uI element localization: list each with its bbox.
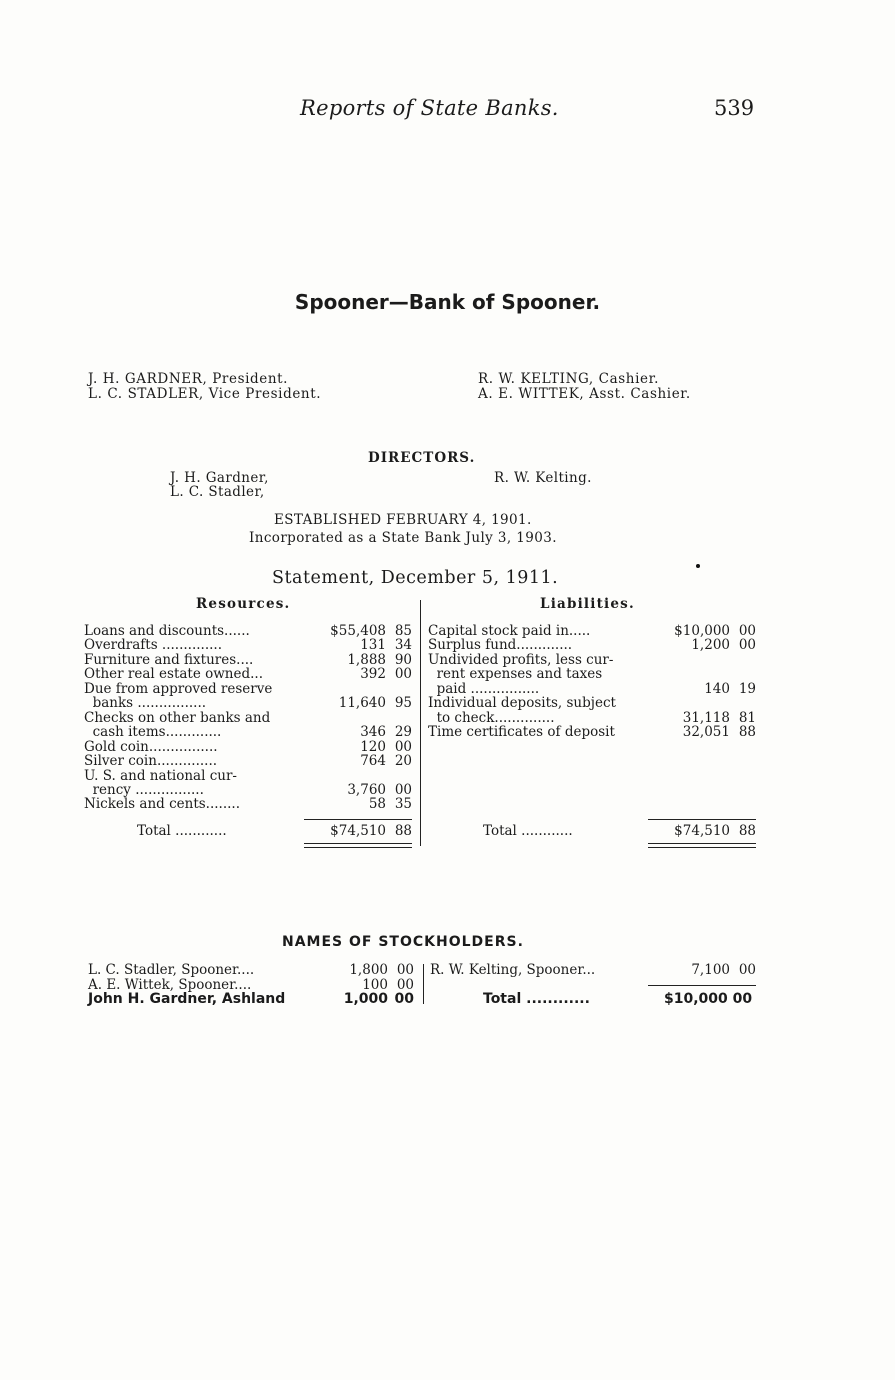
row-cents: 34 <box>394 637 412 654</box>
stockholder-dollars: 7,100 <box>691 962 730 978</box>
row-cents: 19 <box>738 680 756 697</box>
row-cents: 20 <box>394 753 412 770</box>
row-label: Other real estate owned... <box>84 666 264 683</box>
liabilities-heading: Liabilities. <box>540 596 635 612</box>
row-label: cash items............. <box>84 724 222 741</box>
row-dollars: 1,888 <box>347 651 386 668</box>
row-label: Gold coin................ <box>84 738 218 755</box>
officer-president: J. H. GARDNER, President. <box>88 371 289 387</box>
row-dollars: 140 <box>704 680 730 697</box>
row-label: Capital stock paid in..... <box>428 623 591 639</box>
stockholders-heading: NAMES OF STOCKHOLDERS. <box>282 934 524 950</box>
total-rule <box>648 985 756 986</box>
row-label: to check.............. <box>428 709 555 726</box>
row-label: Individual deposits, subject <box>428 695 616 712</box>
director-name: J. H. Gardner, <box>170 470 269 486</box>
row-dollars: 3,760 <box>347 781 386 798</box>
row-label: Nickels and cents........ <box>84 796 241 813</box>
stockholders-divider <box>423 964 424 1004</box>
stockholder-cents: 00 <box>738 962 756 978</box>
incorporated-line: Incorporated as a State Bank July 3, 1903. <box>249 530 557 546</box>
resources-total-dollars: $74,510 <box>330 823 386 839</box>
stockholder-cents: 00 <box>396 962 414 978</box>
officer-asst-cashier: A. E. WITTEK, Asst. Cashier. <box>478 386 691 402</box>
double-rule <box>648 847 756 848</box>
row-label: paid ................ <box>428 680 540 697</box>
row-cents: 85 <box>394 623 412 639</box>
liabilities-total-label: Total ............ <box>483 823 573 839</box>
row-dollars: $10,000 <box>674 623 730 639</box>
stockholder-name: John H. Gardner, Ashland <box>88 991 286 1007</box>
resources-total-label: Total ............ <box>137 823 227 839</box>
bank-title: Spooner—Bank of Spooner. <box>294 290 601 314</box>
resources-total-cents: 88 <box>394 823 412 839</box>
directors-heading: DIRECTORS. <box>368 450 476 466</box>
stockholder-cents: 00 <box>394 991 414 1007</box>
row-cents: 00 <box>394 781 412 798</box>
total-rule <box>304 819 412 820</box>
row-dollars: 58 <box>368 796 386 813</box>
row-label: banks ................ <box>84 695 207 712</box>
stockholder-dollars: 100 <box>362 977 388 993</box>
stockholder-dollars: 1,800 <box>349 962 388 978</box>
stockholder-name: L. C. Stadler, Spooner.... <box>88 962 255 978</box>
officer-cashier: R. W. KELTING, Cashier. <box>478 371 660 387</box>
row-label: rency ................ <box>84 781 204 798</box>
resources-heading: Resources. <box>196 596 291 612</box>
row-dollars: 11,640 <box>338 695 386 712</box>
row-label: rent expenses and taxes <box>428 666 603 683</box>
running-title: Reports of State Banks. <box>300 96 559 120</box>
stockholder-dollars: 1,000 <box>343 991 388 1007</box>
row-cents: 00 <box>394 666 412 683</box>
double-rule <box>304 847 412 848</box>
row-label: U. S. and national cur- <box>84 767 237 784</box>
row-dollars: 31,118 <box>682 709 730 726</box>
stockholder-name: R. W. Kelting, Spooner... <box>430 962 596 978</box>
stockholders-total-label: Total ............ <box>483 991 590 1007</box>
row-dollars: $55,408 <box>330 623 386 639</box>
row-dollars: 120 <box>360 738 386 755</box>
row-cents: 00 <box>738 623 756 639</box>
row-cents: 29 <box>394 724 412 741</box>
liabilities-total-dollars: $74,510 <box>674 823 730 839</box>
row-label: Undivided profits, less cur- <box>428 651 614 668</box>
double-rule <box>304 843 412 844</box>
row-cents: 90 <box>394 651 412 668</box>
director-name: L. C. Stadler, <box>170 484 265 500</box>
row-label: Checks on other banks and <box>84 709 271 726</box>
row-label: Furniture and fixtures.... <box>84 651 254 668</box>
column-divider <box>420 600 421 846</box>
row-cents: 35 <box>394 796 412 813</box>
row-cents: 00 <box>394 738 412 755</box>
stockholder-cents: 00 <box>396 977 414 993</box>
row-cents: 00 <box>738 637 756 654</box>
row-dollars: 131 <box>360 637 386 654</box>
print-speck <box>696 564 700 568</box>
row-dollars: 764 <box>360 753 386 770</box>
officer-vice-president: L. C. STADLER, Vice President. <box>88 386 322 402</box>
stockholder-name: A. E. Wittek, Spooner.... <box>88 977 252 993</box>
established-line: ESTABLISHED FEBRUARY 4, 1901. <box>274 512 532 528</box>
row-cents: 81 <box>738 709 756 726</box>
stockholders-total-value: $10,000 00 <box>664 991 753 1007</box>
row-dollars: 32,051 <box>682 724 730 741</box>
liabilities-total-cents: 88 <box>738 823 756 839</box>
row-label: Silver coin.............. <box>84 753 218 770</box>
director-name: R. W. Kelting. <box>494 470 592 486</box>
row-dollars: 1,200 <box>691 637 730 654</box>
row-cents: 95 <box>394 695 412 712</box>
row-label: Overdrafts .............. <box>84 637 222 654</box>
row-label: Surplus fund............. <box>428 637 573 654</box>
row-cents: 88 <box>738 724 756 741</box>
double-rule <box>648 843 756 844</box>
row-dollars: 392 <box>360 666 386 683</box>
running-head <box>0 96 895 126</box>
page-number: 539 <box>714 96 755 120</box>
row-label: Loans and discounts...... <box>84 623 250 639</box>
total-rule <box>648 819 756 820</box>
row-label: Due from approved reserve <box>84 680 273 697</box>
row-dollars: 346 <box>360 724 386 741</box>
row-label: Time certificates of deposit <box>428 724 615 741</box>
statement-title: Statement, December 5, 1911. <box>272 568 559 588</box>
